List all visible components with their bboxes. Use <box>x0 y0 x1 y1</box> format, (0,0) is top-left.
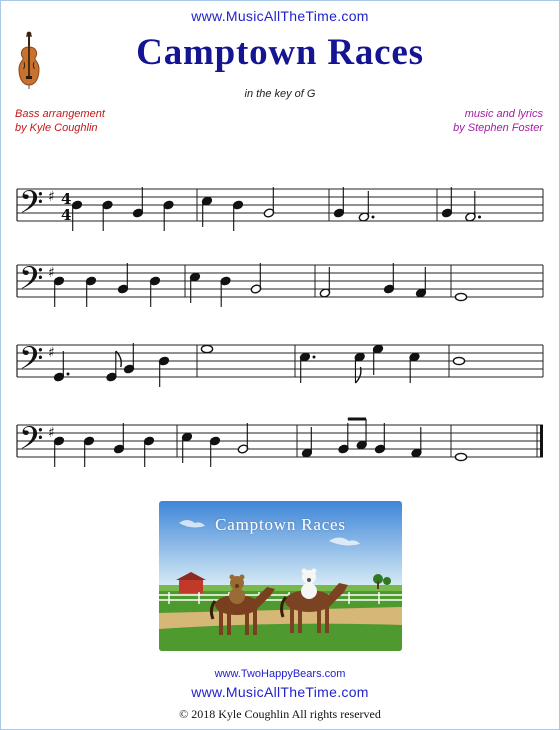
site-url-bottom[interactable]: www.MusicAllTheTime.com <box>191 684 369 700</box>
key-signature-sharp-icon: ♯ <box>48 345 55 361</box>
composer-line-1: music and lyrics <box>464 108 543 120</box>
key-signature-text: in the key of G <box>244 88 316 100</box>
key-signature-sharp-icon: ♯ <box>48 265 55 281</box>
bass-clef-icon: 𝄢 <box>19 260 44 304</box>
key-signature-sharp-icon: ♯ <box>48 189 55 205</box>
site-url-top[interactable]: www.MusicAllTheTime.com <box>191 8 369 24</box>
bass-clef-icon: 𝄢 <box>19 184 44 228</box>
bass-clef-icon: 𝄢 <box>19 420 44 464</box>
camptown-races-illustration[interactable] <box>159 501 402 651</box>
dot <box>478 216 481 219</box>
arranger-credit <box>15 107 105 135</box>
dot <box>313 356 316 359</box>
music-score <box>1 171 560 481</box>
arranger-line-1: Bass arrangement <box>15 108 105 120</box>
arranger-line-2: by Kyle Coughlin <box>15 122 98 134</box>
dot <box>67 373 70 376</box>
song-title: Camptown Races <box>136 32 424 73</box>
note-head <box>455 453 466 460</box>
note-head <box>455 293 466 300</box>
time-signature-top: 4 <box>61 190 72 208</box>
illustration-title: Camptown Races <box>215 515 346 534</box>
time-signature-bottom: 4 <box>61 206 72 224</box>
bass-clef-icon: 𝄢 <box>19 340 44 384</box>
note-head <box>201 345 212 352</box>
copyright-notice: © 2018 Kyle Coughlin All rights reserved <box>179 707 381 721</box>
barn <box>179 579 203 593</box>
composer-credit <box>453 107 543 135</box>
dot <box>372 216 375 219</box>
key-signature-sharp-icon: ♯ <box>48 425 55 441</box>
two-happy-bears-link[interactable]: www.TwoHappyBears.com <box>214 668 346 680</box>
note-head <box>453 357 464 364</box>
composer-line-2: by Stephen Foster <box>453 122 543 134</box>
